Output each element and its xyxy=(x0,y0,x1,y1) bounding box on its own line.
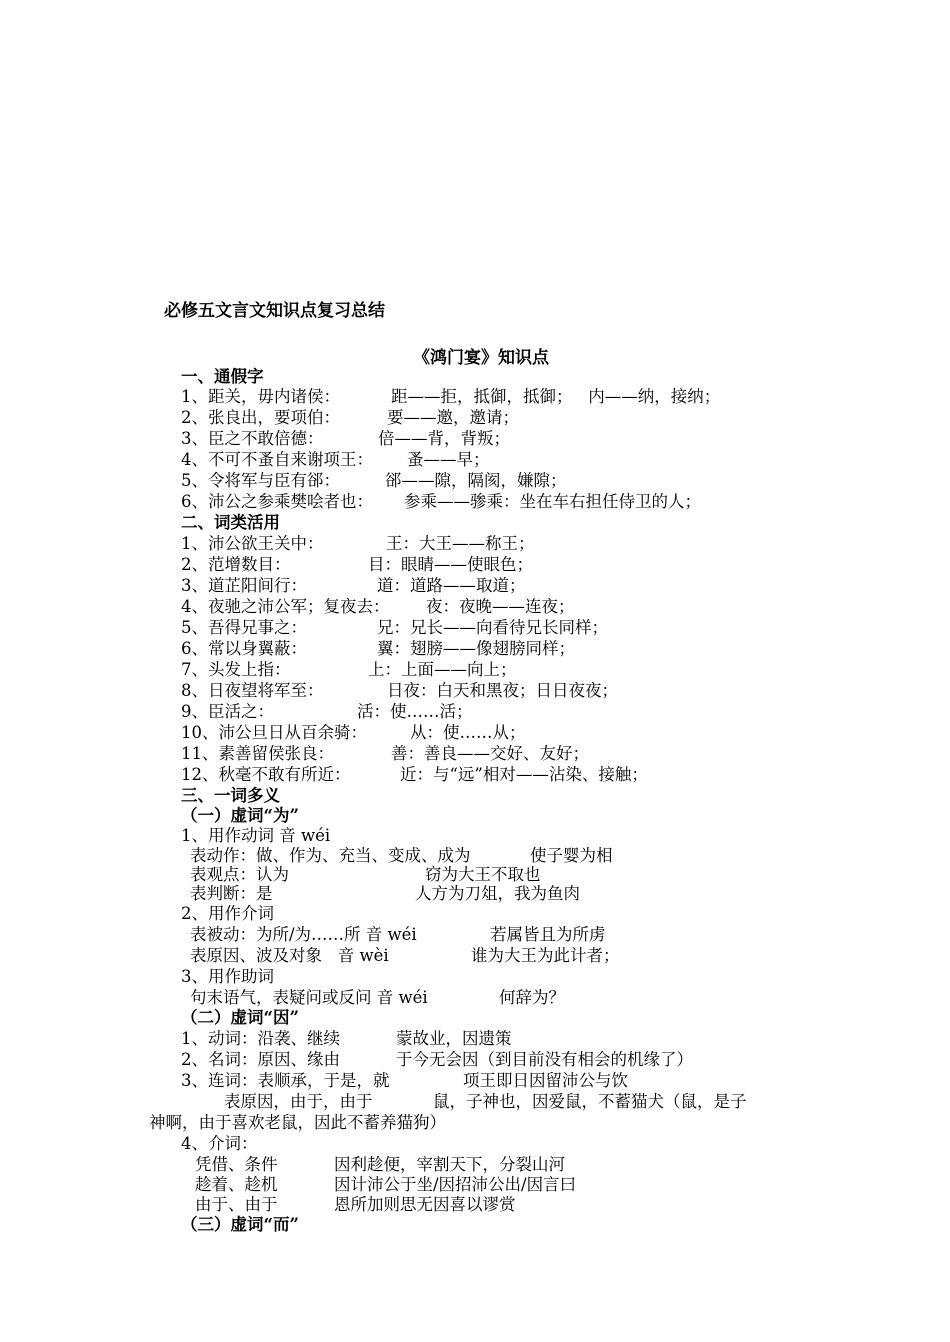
list-item-note: 要——邀，邀请； xyxy=(387,408,519,427)
list-item: 1、用作动词 音 wéi xyxy=(181,826,331,845)
list-item: 10、沛公旦日从百余骑： xyxy=(181,723,367,742)
usage-label: 表原因、波及对象 音 wèi xyxy=(190,946,389,965)
usage-example: 因计沛公于坐/因招沛公出/因言曰 xyxy=(334,1175,577,1194)
heading-cilei: 二、词类活用 xyxy=(181,513,280,532)
list-item-note: 夜：夜晚——连夜； xyxy=(426,597,575,616)
usage-example: 若属皆且为所虏 xyxy=(490,925,606,944)
list-item-note: 参乘——骖乘：坐在车右担任侍卫的人； xyxy=(404,492,701,511)
usage-example: 蒙故业，因遗策 xyxy=(396,1029,512,1048)
usage-example: 因利趁便，宰割天下，分裂山河 xyxy=(334,1155,565,1174)
list-item: 2、用作介词 xyxy=(181,904,274,923)
list-item-note: 目：眼睛——使眼色； xyxy=(368,555,533,574)
list-item: 1、沛公欲王关中： xyxy=(181,534,324,553)
section-title: 《鸿门宴》知识点 xyxy=(413,348,549,368)
list-item: 2、张良出，要项伯： xyxy=(181,408,340,427)
list-item: 6、沛公之参乘樊哙者也： xyxy=(181,492,373,511)
list-item: 9、臣活之： xyxy=(181,702,274,721)
usage-label: 表原因，由于，由于 xyxy=(224,1092,373,1111)
list-item-note: 日夜：白天和黑夜；日日夜夜； xyxy=(387,681,618,700)
list-item: 3、道芷阳间行： xyxy=(181,576,307,595)
usage-label: 表被动：为所/为……所 音 wéi xyxy=(190,925,417,944)
usage-example: 恩所加则思无因喜以谬赏 xyxy=(334,1195,516,1214)
usage-example-continued: 神啊，由于喜欢老鼠，因此不蓄养猫狗） xyxy=(149,1113,446,1132)
usage-example: 窃为大王不取也 xyxy=(425,865,541,884)
usage-label: 表观点：认为 xyxy=(190,865,289,884)
usage-label: 2、名词：原因、缘由 xyxy=(181,1050,340,1069)
list-item-note: 道：道路——取道； xyxy=(377,576,526,595)
list-item-note: 从：使……从； xyxy=(410,723,526,742)
list-item-note: 善：善良——交好、友好； xyxy=(391,744,589,763)
usage-label: 趁着、趁机 xyxy=(195,1175,278,1194)
list-item-note: 距——拒，抵御，抵御； 内——纳，接纳； xyxy=(391,387,721,406)
usage-label: 1、动词：沿袭、继续 xyxy=(181,1029,340,1048)
heading-yiciduoyi: 三、一词多义 xyxy=(181,786,280,805)
list-item: 4、夜驰之沛公军；复夜去： xyxy=(181,597,390,616)
list-item-note: 郤——隙，隔阂，嫌隙； xyxy=(385,471,567,490)
usage-label: 表判断：是 xyxy=(190,884,273,903)
usage-label: 由于、由于 xyxy=(195,1195,278,1214)
usage-label: 表动作：做、作为、充当、变成、成为 xyxy=(190,846,471,865)
usage-label: 3、连词：表顺承，于是，就 xyxy=(181,1071,390,1090)
list-item: 3、用作助词 xyxy=(181,967,274,986)
list-item: 8、日夜望将军至： xyxy=(181,681,324,700)
list-item: 7、头发上指： xyxy=(181,660,291,679)
list-item: 5、令将军与臣有郤： xyxy=(181,471,340,490)
list-item-note: 活：使……活； xyxy=(357,702,473,721)
list-item-note: 翼：翅膀——像翅膀同样； xyxy=(377,639,575,658)
subheading-wei: （一）虚词“为” xyxy=(181,806,299,825)
usage-example: 使子婴为相 xyxy=(530,846,613,865)
list-item-note: 王：大王——称王； xyxy=(386,534,535,553)
list-item: 6、常以身翼蔽： xyxy=(181,639,307,658)
list-item-note: 兄：兄长——向看待兄长同样； xyxy=(377,618,608,637)
list-item: 11、素善留侯张良： xyxy=(181,744,334,763)
usage-label: 凭借、条件 xyxy=(195,1155,278,1174)
list-item: 3、臣之不敢倍德： xyxy=(181,429,324,448)
list-item-note: 蚤——早； xyxy=(407,450,490,469)
usage-example: 项王即日因留沛公与饮 xyxy=(463,1071,628,1090)
usage-label: 句末语气，表疑问或反问 音 wéi xyxy=(190,988,428,1007)
usage-example: 人方为刀俎，我为鱼肉 xyxy=(415,884,580,903)
list-item-note: 上：上面——向上； xyxy=(368,660,517,679)
usage-example: 于今无会因（到目前没有相会的机缘了） xyxy=(396,1050,693,1069)
list-item: 4、不可不蚤自来谢项王： xyxy=(181,450,373,469)
list-item: 5、吾得兄事之： xyxy=(181,618,307,637)
document-title: 必修五文言文知识点复习总结 xyxy=(164,301,385,321)
usage-example: 谁为大王为此计者； xyxy=(471,946,620,965)
list-item: 2、范增数目： xyxy=(181,555,291,574)
subheading-yin: （二）虚词“因” xyxy=(181,1008,299,1027)
list-item: 1、距关，毋内诸侯： xyxy=(181,387,340,406)
list-item-note: 倍——背，背叛； xyxy=(378,429,510,448)
usage-example: 鼠，子神也，因爱鼠，不蓄猫犬（鼠，是子 xyxy=(433,1092,747,1111)
subheading-er: （三）虚词“而” xyxy=(181,1215,299,1234)
list-item: 4、介词： xyxy=(181,1134,258,1153)
list-item: 12、秋毫不敢有所近： xyxy=(181,765,351,784)
list-item-note: 近：与“远”相对——沾染、接触； xyxy=(400,765,648,784)
usage-example: 何辞为？ xyxy=(499,988,565,1007)
heading-tongjiazi: 一、通假字 xyxy=(181,367,264,386)
